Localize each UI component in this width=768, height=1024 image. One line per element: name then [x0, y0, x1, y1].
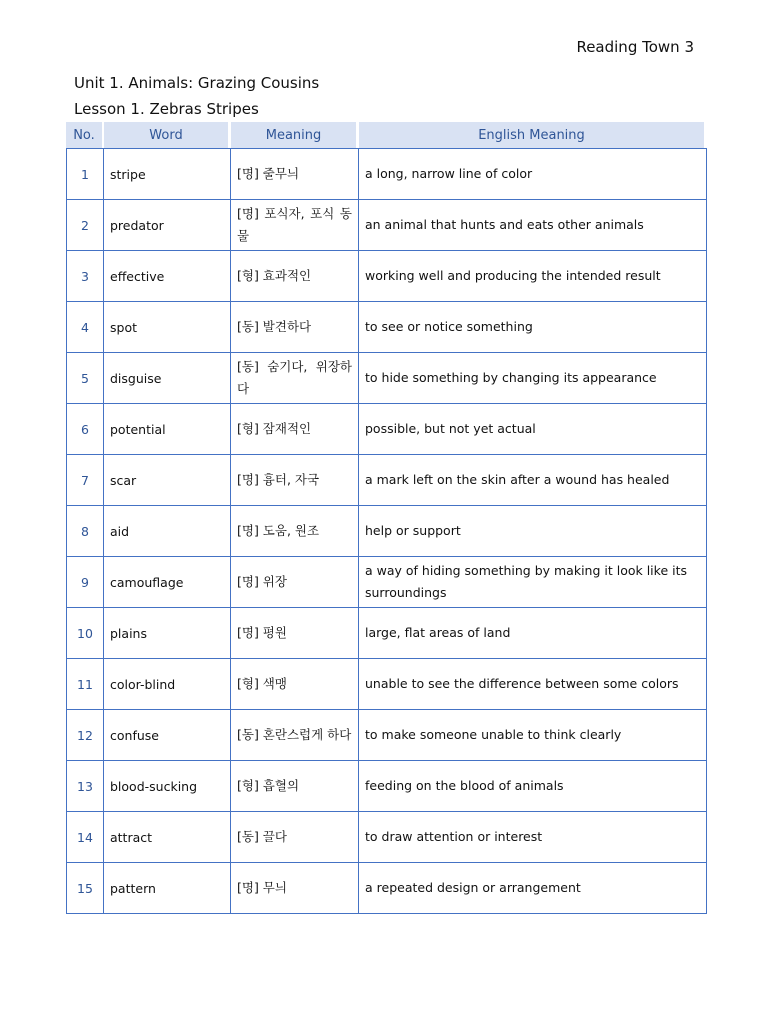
meaning-cell: [동] 발견하다 — [231, 302, 359, 353]
meaning-cell: [명] 줄무늬 — [231, 149, 359, 200]
meaning-cell: [명] 포식자, 포식 동물 — [231, 200, 359, 251]
word-cell: blood-sucking — [104, 761, 231, 812]
english-meaning-cell: to see or notice something — [359, 302, 707, 353]
table-row — [67, 710, 707, 761]
column-header-row — [66, 122, 706, 148]
column-header-meaning: Meaning — [231, 122, 356, 148]
word-cell: disguise — [104, 353, 231, 404]
english-meaning-cell: feeding on the blood of animals — [359, 761, 707, 812]
row-number: 12 — [67, 710, 104, 761]
unit-title: Unit 1. Animals: Grazing Cousins — [74, 74, 320, 92]
row-number: 8 — [67, 506, 104, 557]
table-row — [67, 608, 707, 659]
word-cell: aid — [104, 506, 231, 557]
english-meaning-cell: help or support — [359, 506, 707, 557]
meaning-cell: [동] 숨기다, 위장하다 — [231, 353, 359, 404]
meaning-cell: [형] 색맹 — [231, 659, 359, 710]
row-number: 7 — [67, 455, 104, 506]
english-meaning-cell: a way of hiding something by making it look like its surroundings — [359, 557, 707, 608]
meaning-cell: [형] 잠재적인 — [231, 404, 359, 455]
row-number: 14 — [67, 812, 104, 863]
vocabulary-table-body — [67, 149, 707, 914]
meaning-cell: [명] 흉터, 자국 — [231, 455, 359, 506]
row-number: 3 — [67, 251, 104, 302]
english-meaning-cell: a long, narrow line of color — [359, 149, 707, 200]
column-header-english: English Meaning — [359, 122, 704, 148]
table-row — [67, 863, 707, 914]
meaning-cell: [명] 무늬 — [231, 863, 359, 914]
english-meaning-cell: large, flat areas of land — [359, 608, 707, 659]
table-row — [67, 506, 707, 557]
meaning-cell: [명] 도움, 원조 — [231, 506, 359, 557]
table-row — [67, 659, 707, 710]
word-cell: color-blind — [104, 659, 231, 710]
word-cell: pattern — [104, 863, 231, 914]
english-meaning-cell: an animal that hunts and eats other animals — [359, 200, 707, 251]
english-meaning-cell: possible, but not yet actual — [359, 404, 707, 455]
word-cell: scar — [104, 455, 231, 506]
table-row — [67, 251, 707, 302]
word-cell: effective — [104, 251, 231, 302]
column-header-word: Word — [104, 122, 228, 148]
english-meaning-cell: to hide something by changing its appearance — [359, 353, 707, 404]
english-meaning-cell: unable to see the difference between some colors — [359, 659, 707, 710]
row-number: 9 — [67, 557, 104, 608]
lesson-title: Lesson 1. Zebras Stripes — [74, 100, 259, 118]
row-number: 11 — [67, 659, 104, 710]
table-row — [67, 353, 707, 404]
row-number: 2 — [67, 200, 104, 251]
english-meaning-cell: to make someone unable to think clearly — [359, 710, 707, 761]
english-meaning-cell: a mark left on the skin after a wound has healed — [359, 455, 707, 506]
word-cell: camouflage — [104, 557, 231, 608]
word-cell: stripe — [104, 149, 231, 200]
meaning-cell: [명] 위장 — [231, 557, 359, 608]
table-row — [67, 761, 707, 812]
row-number: 4 — [67, 302, 104, 353]
table-row — [67, 455, 707, 506]
vocabulary-table — [66, 148, 707, 914]
meaning-cell: [동] 혼란스럽게 하다 — [231, 710, 359, 761]
word-cell: confuse — [104, 710, 231, 761]
meaning-cell: [형] 효과적인 — [231, 251, 359, 302]
word-cell: attract — [104, 812, 231, 863]
english-meaning-cell: working well and producing the intended result — [359, 251, 707, 302]
word-cell: potential — [104, 404, 231, 455]
row-number: 1 — [67, 149, 104, 200]
english-meaning-cell: to draw attention or interest — [359, 812, 707, 863]
row-number: 5 — [67, 353, 104, 404]
table-row — [67, 302, 707, 353]
meaning-cell: [형] 흡혈의 — [231, 761, 359, 812]
word-cell: spot — [104, 302, 231, 353]
word-cell: plains — [104, 608, 231, 659]
table-row — [67, 557, 707, 608]
table-row — [67, 404, 707, 455]
table-row — [67, 149, 707, 200]
row-number: 15 — [67, 863, 104, 914]
meaning-cell: [동] 끌다 — [231, 812, 359, 863]
word-cell: predator — [104, 200, 231, 251]
column-header-no: No. — [66, 122, 102, 148]
row-number: 6 — [67, 404, 104, 455]
series-title: Reading Town 3 — [576, 38, 694, 56]
meaning-cell: [명] 평원 — [231, 608, 359, 659]
english-meaning-cell: a repeated design or arrangement — [359, 863, 707, 914]
row-number: 13 — [67, 761, 104, 812]
row-number: 10 — [67, 608, 104, 659]
table-row — [67, 812, 707, 863]
table-row — [67, 200, 707, 251]
